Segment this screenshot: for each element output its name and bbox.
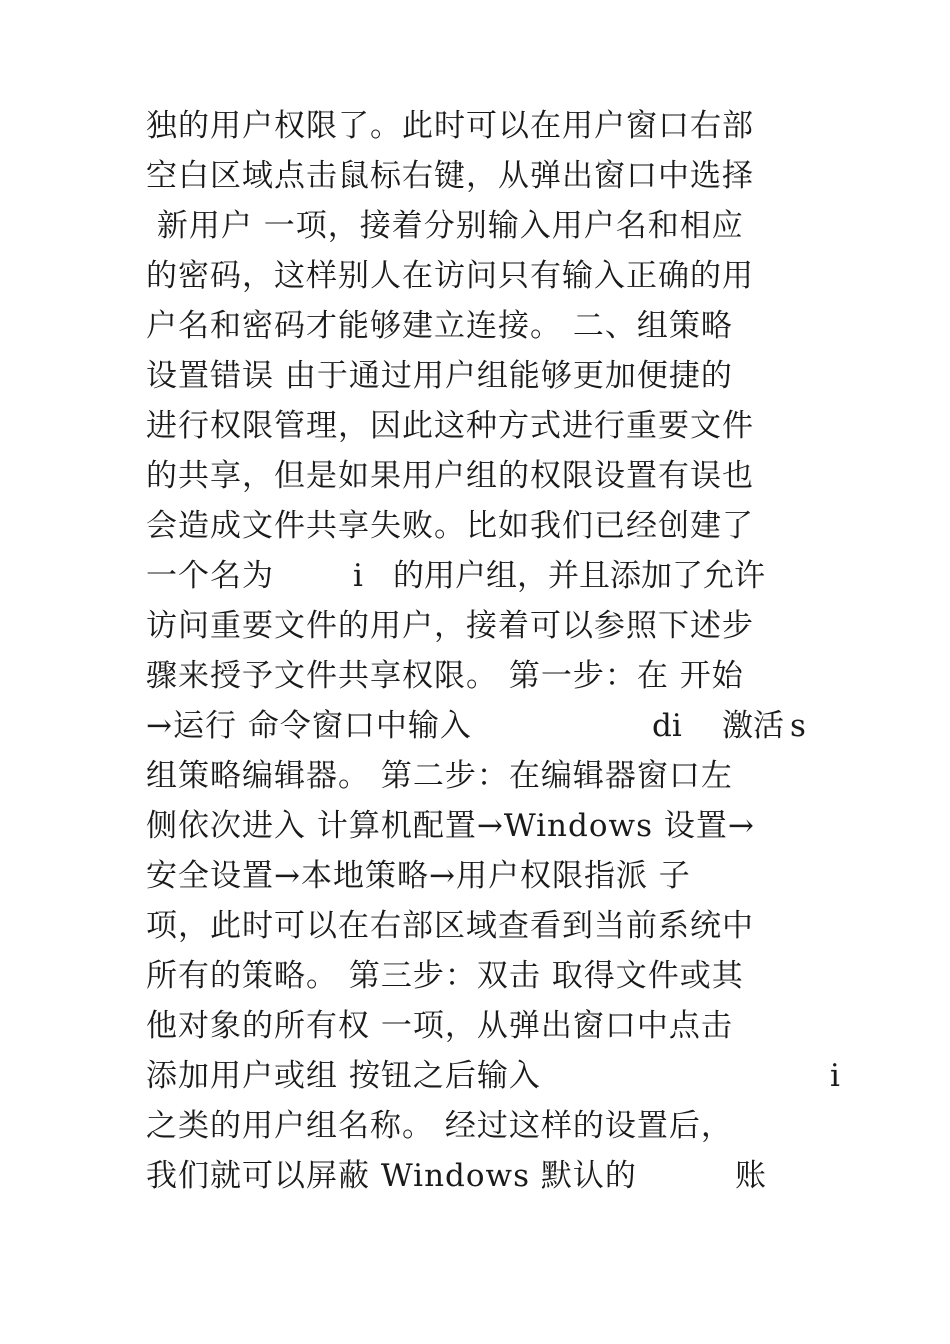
text-fragment: i — [830, 1058, 840, 1094]
text-line: 组策略编辑器。 第二步：在编辑器窗口左 — [146, 758, 733, 794]
text-fragment: i — [353, 558, 363, 594]
text-line: 我们就可以屏蔽 Windows 默认的 — [146, 1158, 637, 1194]
text-line: 添加用户或组 按钮之后输入 — [146, 1058, 541, 1094]
text-line: 侧依次进入 计算机配置→Windows 设置→ — [146, 808, 755, 844]
text-line: 骤来授予文件共享权限。 第一步：在 开始 — [146, 658, 744, 694]
text-line: 他对象的所有权 一项，从弹出窗口中点击 — [146, 1008, 733, 1044]
text-fragment: s — [790, 708, 806, 744]
text-line: 访问重要文件的用户，接着可以参照下述步 — [146, 608, 754, 644]
text-line: 独的用户权限了。此时可以在用户窗口右部 — [146, 108, 754, 144]
text-line: 项，此时可以在右部区域查看到当前系统中 — [146, 908, 754, 944]
text-line: 的共享，但是如果用户组的权限设置有误也 — [146, 458, 754, 494]
text-line: 之类的用户组名称。 经过这样的设置后， — [146, 1108, 733, 1144]
text-line: 进行权限管理，因此这种方式进行重要文件 — [146, 408, 754, 444]
text-line: 设置错误 由于通过用户组能够更加便捷的 — [146, 358, 733, 394]
text-line: 的密码，这样别人在访问只有输入正确的用 — [146, 258, 754, 294]
text-line: 户名和密码才能够建立连接。 二、组策略 — [146, 308, 733, 344]
text-line: 一个名为 — [146, 558, 274, 594]
text-fragment: di — [652, 708, 682, 744]
text-fragment: 的用户组，并且添加了允许 — [393, 558, 765, 594]
text-line: 会造成文件共享失败。比如我们已经创建了 — [146, 508, 754, 544]
text-line: →运行 命令窗口中输入 — [146, 708, 472, 744]
text-line: 新用户 一项，接着分别输入用户名和相应 — [146, 208, 744, 244]
text-line: 空白区域点击鼠标右键，从弹出窗口中选择 — [146, 158, 754, 194]
text-line: 安全设置→本地策略→用户权限指派 子 — [146, 858, 691, 894]
text-fragment: 激活 — [722, 708, 784, 744]
text-fragment: 账 — [735, 1158, 766, 1194]
text-line: 所有的策略。 第三步：双击 取得文件或其 — [146, 958, 744, 994]
